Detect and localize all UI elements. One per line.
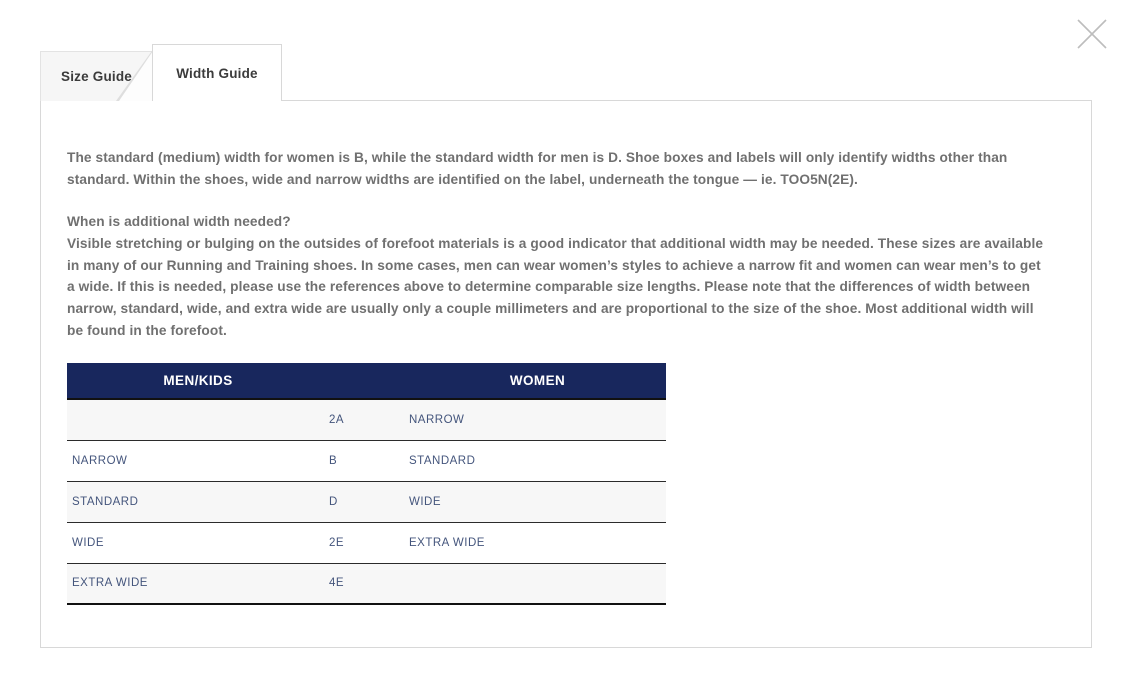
cell-width-code: 4E	[329, 563, 409, 604]
cell-men-label: WIDE	[67, 522, 329, 563]
additional-width-question: When is additional width needed?	[67, 214, 291, 229]
cell-women-label: STANDARD	[409, 440, 666, 481]
header-women: WOMEN	[409, 363, 666, 399]
intro-paragraph: The standard (medium) width for women is B, while the standard width for men is D. Shoe boxes and labels will only identify widths other than standard. Within the shoes, wide and narrow widths are identified on the label, underneath the tongue — ie. TOO5N(2E).	[67, 150, 1008, 187]
close-icon[interactable]	[1072, 14, 1112, 54]
table-row	[67, 563, 666, 604]
cell-men-label: NARROW	[67, 440, 329, 481]
cell-width-code: 2A	[329, 399, 409, 440]
width-table-header-row	[67, 363, 666, 399]
cell-women-label: EXTRA WIDE	[409, 522, 666, 563]
table-row	[67, 481, 666, 522]
cell-men-label: STANDARD	[67, 481, 329, 522]
cell-width-code: D	[329, 481, 409, 522]
width-table	[67, 363, 666, 605]
tab-width-guide[interactable]	[152, 44, 282, 101]
tab-width-guide-label: Width Guide	[176, 65, 258, 81]
cell-men-label: EXTRA WIDE	[67, 563, 329, 604]
header-men-kids: MEN/KIDS	[67, 363, 329, 399]
table-row	[67, 440, 666, 481]
cell-women-label	[409, 563, 666, 604]
cell-width-code: 2E	[329, 522, 409, 563]
tab-size-guide-label: Size Guide	[60, 69, 133, 84]
cell-women-label: NARROW	[409, 399, 666, 440]
header-spacer	[329, 363, 409, 399]
cell-women-label: WIDE	[409, 481, 666, 522]
cell-width-code: B	[329, 440, 409, 481]
table-row	[67, 522, 666, 563]
table-row	[67, 399, 666, 440]
tab-fold	[119, 48, 155, 101]
additional-width-text: Visible stretching or bulging on the outsides of forefoot materials is a good indicator that additional width may be needed. These sizes are available in many of our Running and Training shoes. In some cases, men can wear women’s styles to achieve a narrow fit and women can wear men’s to get a wide. If this is needed, please use the references above to determine comparable size lengths. Please note that the differences of width between narrow, standard, wide, and extra wide are usually only a couple millimeters and are proportional to the size of the shoe. Most additional width will be found in the forefoot.	[67, 235, 1044, 338]
cell-men-label	[67, 399, 329, 440]
width-guide-panel	[40, 100, 1092, 648]
additional-width-paragraph	[67, 211, 1049, 342]
